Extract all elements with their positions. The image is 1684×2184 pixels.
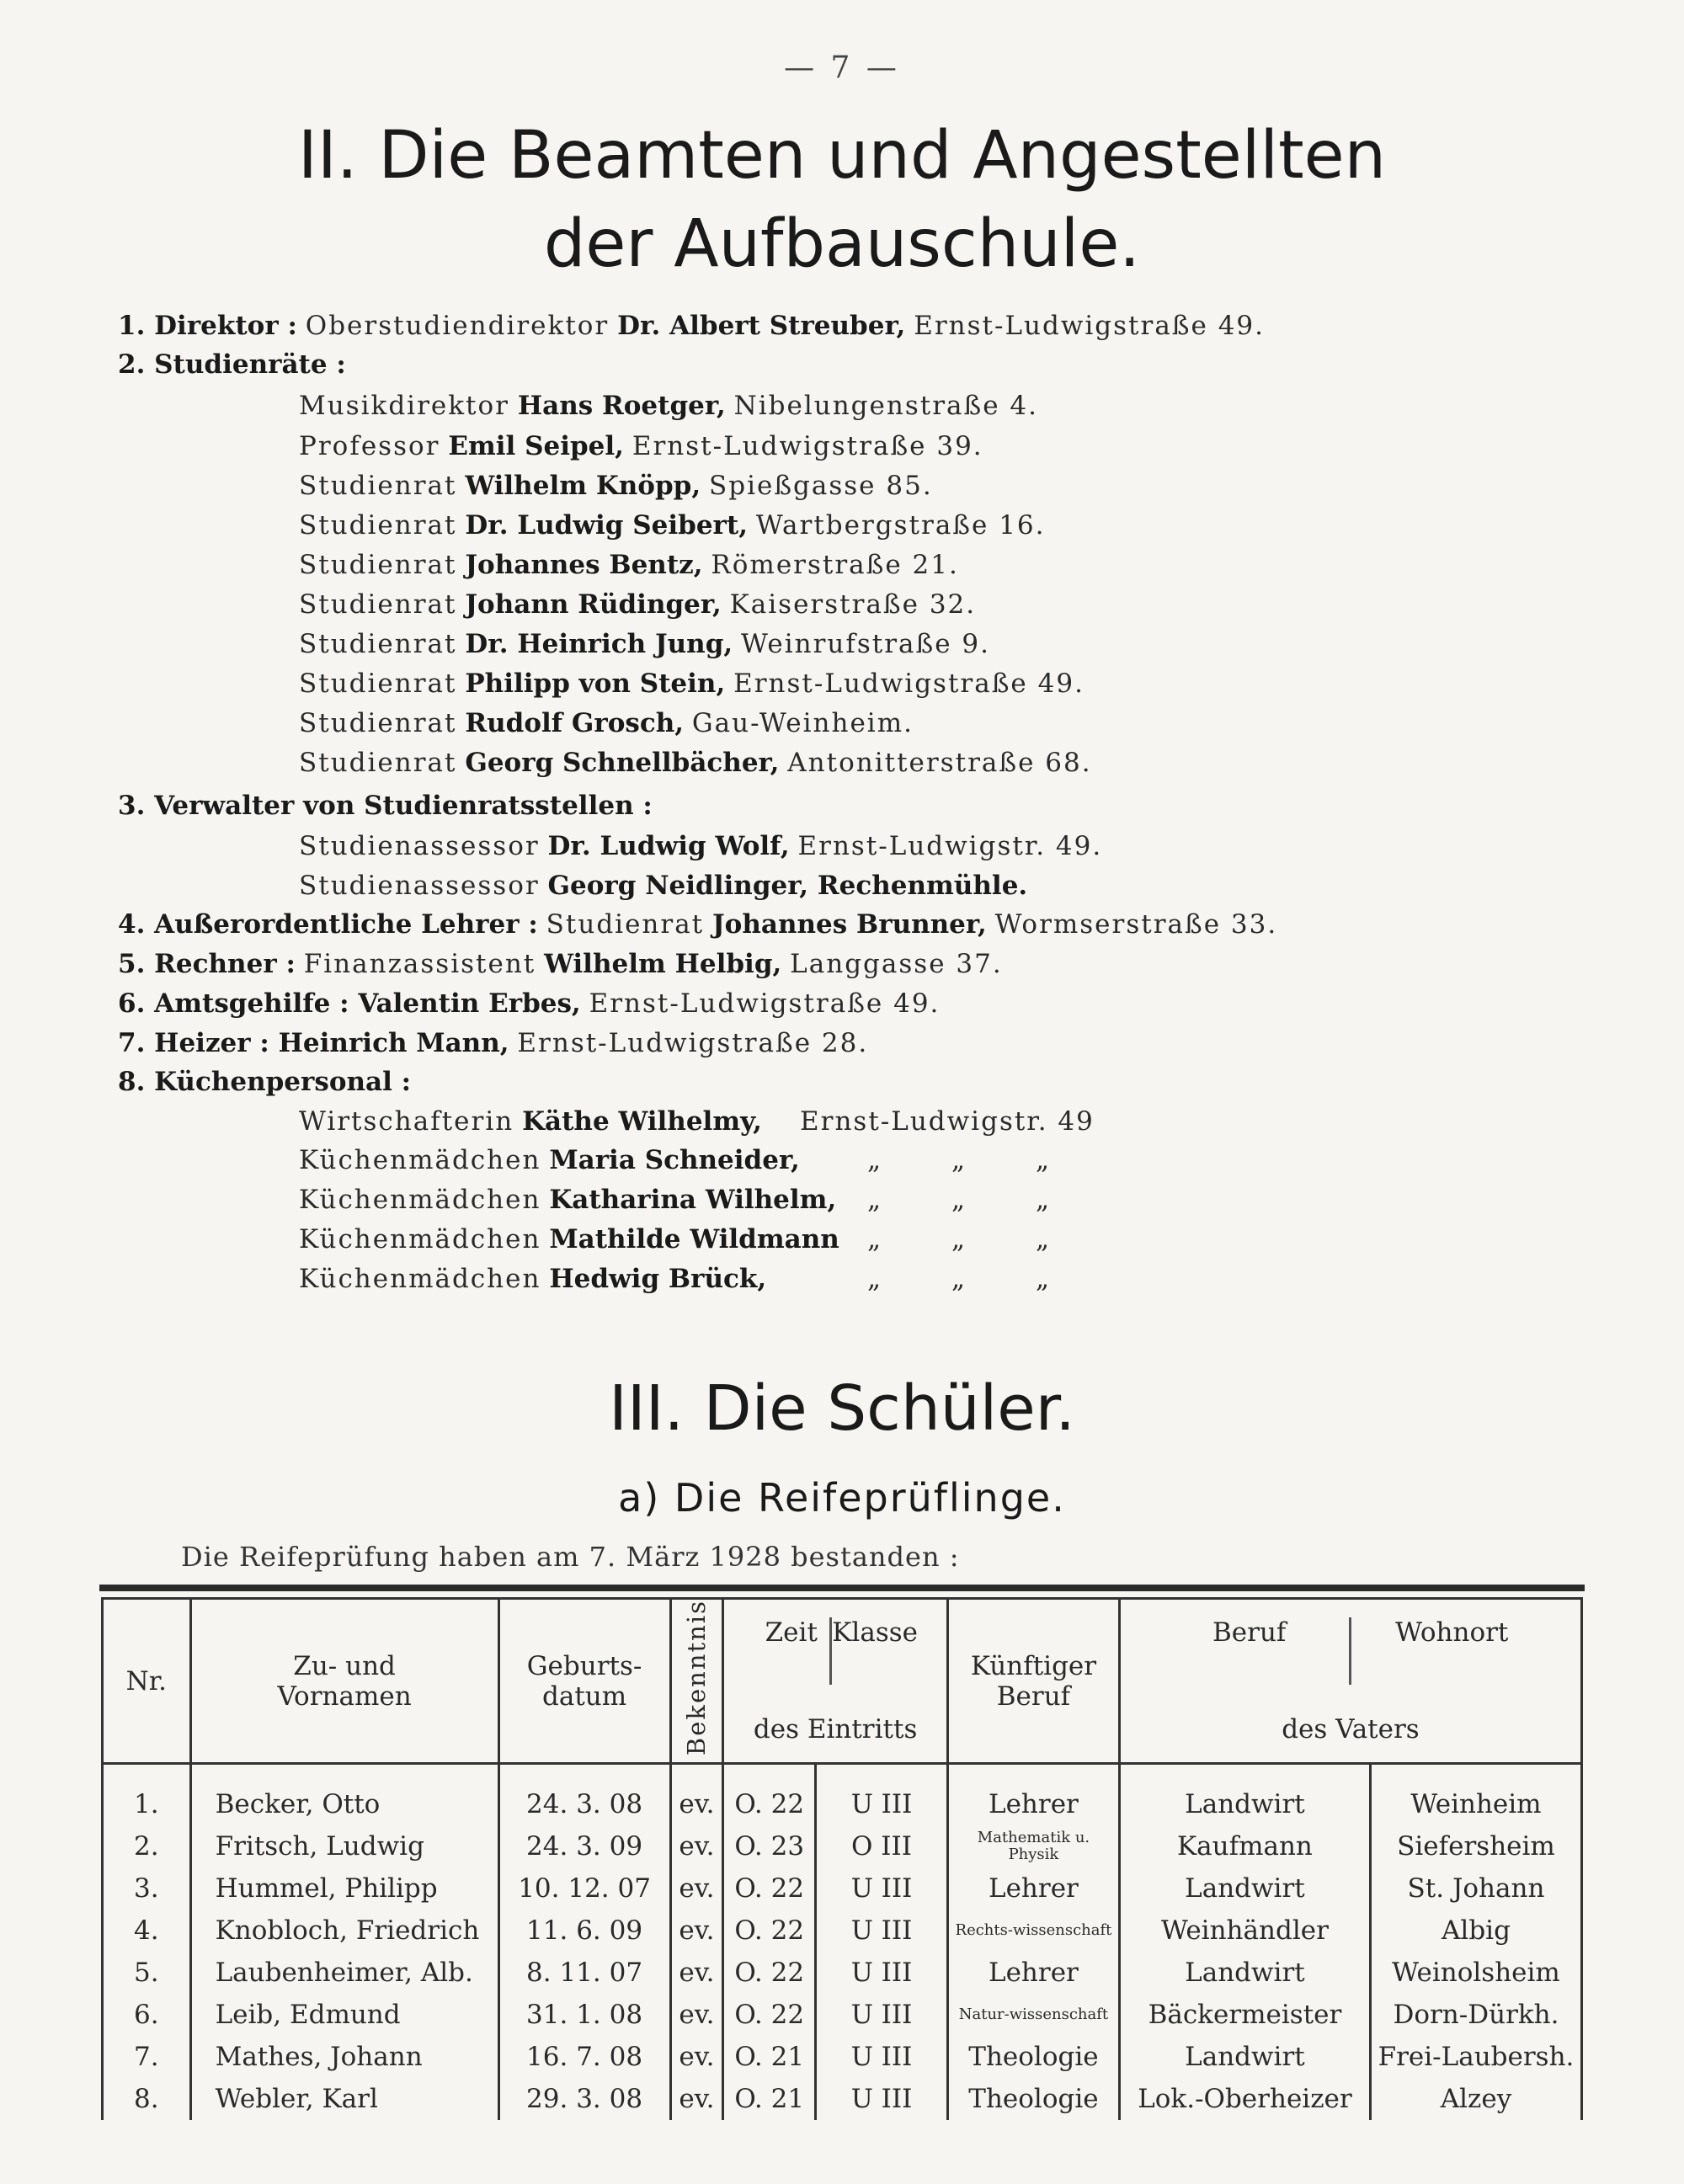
verwalter-entry: Studienassessor Georg Neidlinger, Rechenmühle.: [299, 871, 1028, 901]
studienrat-entry: Studienrat Dr. Ludwig Seibert, Wartbergstraße 16.: [299, 510, 1046, 541]
header-kuenftiger-beruf: Künftiger Beruf: [947, 1599, 1119, 1764]
cell-wohnort: Weinheim: [1370, 1764, 1581, 1826]
cell-zeit: O. 22: [723, 1764, 816, 1826]
cell-zeit: O. 21: [723, 2078, 816, 2120]
verwalter-label: 3. Verwalter von Studienratsstellen :: [118, 791, 653, 821]
table-row: [103, 1825, 1582, 1867]
cell-vater-beruf: Bäckermeister: [1119, 1994, 1370, 2036]
cell-wohnort: Frei-Laubersh.: [1370, 2036, 1581, 2078]
table-row: [103, 1952, 1582, 1994]
cell-klasse: U III: [816, 2078, 948, 2120]
amtsgehilfe-line: 6. Amtsgehilfe : Valentin Erbes, Ernst-Ludwigstraße 49.: [118, 988, 941, 1019]
kuechen-entry: Küchenmädchen Hedwig Brück,: [299, 1264, 767, 1294]
cell-vater-beruf: Landwirt: [1119, 1867, 1370, 1910]
cell-bekenntnis: ev.: [670, 1910, 723, 1952]
cell-kuenftiger-beruf: Theologie: [947, 2036, 1119, 2078]
cell-geburtsdatum: 31. 1. 08: [498, 1994, 670, 2036]
cell-name: Mathes, Johann: [190, 2036, 498, 2078]
cell-geburtsdatum: 29. 3. 08: [498, 2078, 670, 2120]
cell-zeit: O. 23: [723, 1825, 816, 1867]
cell-klasse: U III: [816, 1764, 948, 1826]
cell-vater-beruf: Weinhändler: [1119, 1910, 1370, 1952]
cell-vater-beruf: Landwirt: [1119, 1764, 1370, 1826]
cell-name: Knobloch, Friedrich: [190, 1910, 498, 1952]
cell-kuenftiger-beruf: Lehrer: [947, 1867, 1119, 1910]
cell-nr: 7.: [103, 2036, 191, 2078]
cell-vater-beruf: Kaufmann: [1119, 1825, 1370, 1867]
studienrat-entry: Studienrat Wilhelm Knöpp, Spießgasse 85.: [299, 471, 933, 501]
verwalter-entry: Studienassessor Dr. Ludwig Wolf, Ernst-Ludwigstr. 49.: [299, 831, 1103, 861]
cell-kuenftiger-beruf: Lehrer: [947, 1764, 1119, 1826]
ditto-marks: „ „ „: [867, 1264, 1050, 1294]
cell-geburtsdatum: 10. 12. 07: [498, 1867, 670, 1910]
table-row: [103, 1910, 1582, 1952]
ditto-marks: „ „ „: [867, 1185, 1050, 1215]
kuechen-address: Ernst-Ludwigstr. 49: [800, 1106, 1095, 1137]
cell-klasse: U III: [816, 1910, 948, 1952]
direktor-label: 1. Direktor :: [118, 311, 297, 341]
cell-zeit: O. 22: [723, 1867, 816, 1910]
cell-name: Leib, Edmund: [190, 1994, 498, 2036]
studienrat-entry: Studienrat Dr. Heinrich Jung, Weinrufstraße 9.: [299, 629, 991, 659]
heizer-line: 7. Heizer : Heinrich Mann, Ernst-Ludwigstraße 28.: [118, 1028, 869, 1058]
studienrat-entry: Studienrat Johannes Bentz, Römerstraße 21.: [299, 550, 959, 580]
cell-vater-beruf: Lok.-Oberheizer: [1119, 2078, 1370, 2120]
kuechen-entry: Wirtschafterin Käthe Wilhelmy,: [299, 1106, 762, 1137]
cell-kuenftiger-beruf: Rechts-wissenschaft: [947, 1910, 1119, 1952]
section-3-subtitle: a) Die Reifeprüflinge.: [618, 1475, 1066, 1521]
studienrat-entry: Studienrat Philipp von Stein, Ernst-Ludwigstraße 49.: [299, 669, 1084, 699]
table-row: [103, 1994, 1582, 2036]
table-row: [103, 2036, 1582, 2078]
studienrat-entry: Studienrat Rudolf Grosch, Gau-Weinheim.: [299, 708, 914, 738]
cell-nr: 1.: [103, 1764, 191, 1826]
cell-wohnort: Dorn-Dürkh.: [1370, 1994, 1581, 2036]
kuechen-entry: Küchenmädchen Mathilde Wildmann: [299, 1224, 839, 1254]
section-2-title-line2: der Aufbauschule.: [543, 206, 1141, 282]
studienrat-entry: Studienrat Johann Rüdinger, Kaiserstraße 32.: [299, 589, 977, 620]
cell-vater-beruf: Landwirt: [1119, 1952, 1370, 1994]
cell-name: Laubenheimer, Alb.: [190, 1952, 498, 1994]
cell-bekenntnis: ev.: [670, 1764, 723, 1826]
studienraete-label: 2. Studienräte :: [118, 349, 346, 380]
kuechen-entry: Küchenmädchen Maria Schneider,: [299, 1145, 800, 1175]
cell-kuenftiger-beruf: Lehrer: [947, 1952, 1119, 1994]
cell-zeit: O. 22: [723, 1994, 816, 2036]
cell-name: Webler, Karl: [190, 2078, 498, 2120]
cell-kuenftiger-beruf: Mathematik u. Physik: [947, 1825, 1119, 1867]
header-vater: Beruf Wohnort des Vaters: [1119, 1599, 1581, 1764]
reifepruefung-intro: Die Reifeprüfung haben am 7. März 1928 bestanden :: [181, 1541, 960, 1573]
cell-geburtsdatum: 24. 3. 09: [498, 1825, 670, 1867]
cell-nr: 3.: [103, 1867, 191, 1910]
cell-bekenntnis: ev.: [670, 1867, 723, 1910]
cell-geburtsdatum: 11. 6. 09: [498, 1910, 670, 1952]
ditto-marks: „ „ „: [867, 1145, 1050, 1175]
cell-klasse: U III: [816, 1994, 948, 2036]
cell-wohnort: Weinolsheim: [1370, 1952, 1581, 1994]
table-row: [103, 1867, 1582, 1910]
table-row: [103, 2078, 1582, 2120]
cell-klasse: O III: [816, 1825, 948, 1867]
cell-name: Hummel, Philipp: [190, 1867, 498, 1910]
cell-wohnort: St. Johann: [1370, 1867, 1581, 1910]
kuechen-label: 8. Küchenpersonal :: [118, 1067, 412, 1097]
page-number: — 7 —: [784, 51, 900, 85]
header-eintritt: Zeit Klasse des Eintritts: [723, 1599, 948, 1764]
cell-zeit: O. 22: [723, 1952, 816, 1994]
cell-klasse: U III: [816, 2036, 948, 2078]
cell-zeit: O. 22: [723, 1910, 816, 1952]
cell-nr: 4.: [103, 1910, 191, 1952]
cell-nr: 2.: [103, 1825, 191, 1867]
cell-bekenntnis: ev.: [670, 1825, 723, 1867]
section-2-title-line1: II. Die Beamten und Angestellten: [297, 118, 1387, 194]
header-bekenntnis: Bekenntnis: [670, 1599, 723, 1764]
direktor-name: Dr. Albert Streuber,: [617, 311, 906, 341]
table-row: [103, 1764, 1582, 1826]
cell-kuenftiger-beruf: Theologie: [947, 2078, 1119, 2120]
cell-kuenftiger-beruf: Natur-wissenschaft: [947, 1994, 1119, 2036]
cell-nr: 8.: [103, 2078, 191, 2120]
rechner-line: 5. Rechner : Finanzassistent Wilhelm Helbig, Langgasse 37.: [118, 949, 1003, 979]
cell-name: Becker, Otto: [190, 1764, 498, 1826]
cell-wohnort: Alzey: [1370, 2078, 1581, 2120]
cell-klasse: U III: [816, 1867, 948, 1910]
cell-geburtsdatum: 16. 7. 08: [498, 2036, 670, 2078]
cell-zeit: O. 21: [723, 2036, 816, 2078]
cell-klasse: U III: [816, 1952, 948, 1994]
cell-bekenntnis: ev.: [670, 1952, 723, 1994]
header-name: Zu- und Vornamen: [190, 1599, 498, 1764]
cell-name: Fritsch, Ludwig: [190, 1825, 498, 1867]
studienrat-entry: Musikdirektor Hans Roetger, Nibelungenstraße 4.: [299, 391, 1038, 421]
ditto-marks: „ „ „: [867, 1224, 1050, 1254]
cell-bekenntnis: ev.: [670, 1994, 723, 2036]
studienrat-entry: Studienrat Georg Schnellbächer, Antonitterstraße 68.: [299, 748, 1092, 778]
cell-wohnort: Siefersheim: [1370, 1825, 1581, 1867]
cell-nr: 6.: [103, 1994, 191, 2036]
cell-geburtsdatum: 8. 11. 07: [498, 1952, 670, 1994]
cell-wohnort: Albig: [1370, 1910, 1581, 1952]
cell-nr: 5.: [103, 1952, 191, 1994]
header-geburtsdatum: Geburts- datum: [498, 1599, 670, 1764]
ausserordentlich-line: 4. Außerordentliche Lehrer : Studienrat Johannes Brunner, Wormserstraße 33.: [118, 909, 1278, 940]
studienrat-entry: Professor Emil Seipel, Ernst-Ludwigstraße 39.: [299, 431, 983, 461]
cell-bekenntnis: ev.: [670, 2078, 723, 2120]
kuechen-entry: Küchenmädchen Katharina Wilhelm,: [299, 1185, 837, 1215]
reifepruefling-table: [101, 1597, 1583, 2120]
cell-vater-beruf: Landwirt: [1119, 2036, 1370, 2078]
direktor-line: [118, 309, 1265, 343]
cell-geburtsdatum: 24. 3. 08: [498, 1764, 670, 1826]
direktor-address: Ernst-Ludwigstraße 49.: [914, 311, 1266, 341]
direktor-role: Oberstudiendirektor: [305, 311, 610, 341]
header-nr: Nr.: [103, 1599, 191, 1764]
section-3-title: III. Die Schüler.: [609, 1372, 1075, 1445]
cell-bekenntnis: ev.: [670, 2036, 723, 2078]
